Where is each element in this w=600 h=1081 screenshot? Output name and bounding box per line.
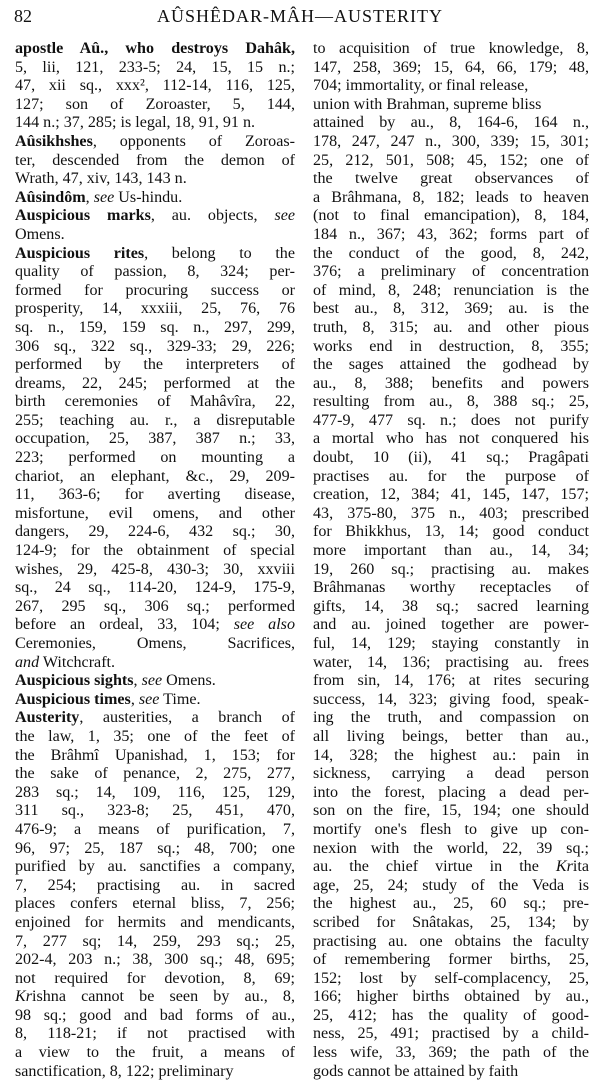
- index-line: [313, 1063, 589, 1081]
- index-line: [15, 933, 295, 952]
- index-line: [313, 970, 589, 989]
- entry-text: 255; teaching au. r., a disreputable: [15, 411, 295, 429]
- index-line: [15, 858, 295, 877]
- entry-text: sq., 24 sq., 114-20, 124-9, 175-9,: [15, 579, 295, 597]
- index-line: [15, 654, 295, 673]
- entry-text: 7, 277 sq; 14, 259, 293 sq.; 25,: [15, 932, 295, 950]
- entry-text: Time.: [159, 690, 201, 708]
- entry-text: the conduct of the good, 8, 242,: [313, 244, 589, 262]
- index-line: [313, 914, 589, 933]
- index-line: [15, 840, 295, 859]
- entry-text: 152; lost by self-complacency, 25,: [313, 969, 589, 987]
- entry-text: (not to final emancipation), 8, 184,: [313, 207, 589, 225]
- index-line: [15, 877, 295, 896]
- entry-text: Omens.: [15, 225, 65, 243]
- index-line: [15, 802, 295, 821]
- index-line: [15, 59, 295, 78]
- entry-text: 306 sq., 322 sq., 329-33; 29, 226;: [15, 337, 295, 355]
- entry-text: sanctification, 8, 122; preliminary: [15, 1062, 234, 1080]
- index-line: [15, 114, 295, 133]
- entry-text: places confers eternal bliss, 7, 256;: [15, 895, 295, 913]
- index-line: [313, 840, 589, 859]
- index-line: [313, 338, 589, 357]
- entry-text: 223; performed on mounting a: [15, 449, 295, 467]
- entry-text: of remembering former births, 25,: [313, 951, 589, 969]
- index-line: [313, 300, 589, 319]
- index-line: [15, 263, 295, 282]
- index-line: [15, 430, 295, 449]
- entry-text: attained by au., 8, 164-6, 164 n.,: [313, 114, 589, 132]
- index-line: [313, 505, 589, 524]
- index-line: [15, 412, 295, 431]
- index-line: [313, 59, 589, 78]
- entry-text: gods cannot be attained by faith: [313, 1062, 519, 1080]
- entry-text: the law, 1, 35; one of the feet of: [15, 727, 295, 745]
- index-line: [15, 1044, 295, 1063]
- index-line: [313, 96, 589, 115]
- entry-text: 14, 328; the highest au.: pain in: [313, 746, 589, 764]
- index-line: [313, 114, 589, 133]
- index-line: [15, 486, 295, 505]
- index-line: [15, 468, 295, 487]
- entry-text: , belong to the: [144, 244, 295, 262]
- index-line: [313, 933, 589, 952]
- index-line: [15, 542, 295, 561]
- index-headword: apostle: [15, 40, 64, 57]
- page-number: 82: [14, 6, 32, 26]
- entry-text: quality of passion, 8, 324; per-: [15, 263, 295, 281]
- entry-text: the twelve great observances of: [313, 170, 589, 188]
- entry-text: son on the fire, 15, 194; one should: [313, 802, 589, 820]
- entry-text: au., 8, 388; benefits and powers: [313, 374, 589, 392]
- entry-text: gifts, 14, 38 sq.; sacred learning: [313, 597, 589, 615]
- entry-text: , au. objects,: [150, 207, 275, 225]
- index-line: [313, 226, 589, 245]
- entry-text: 127; son of Zoroaster, 5, 144,: [15, 95, 295, 113]
- entry-text: of mind, 8, 248; renunciation is the: [313, 281, 589, 299]
- index-line: [313, 988, 589, 1007]
- running-head: AÛSHÊDAR-MÂH—AUSTERITY: [157, 6, 443, 26]
- index-headword: Auspicious sights: [15, 672, 134, 690]
- index-line: [313, 654, 589, 673]
- index-line: [313, 77, 589, 96]
- index-line: [15, 988, 295, 1007]
- entry-text: 311 sq., 323-8; 25, 451, 470,: [15, 802, 295, 820]
- entry-text: a view to the fruit, a means of: [15, 1044, 295, 1062]
- index-headword: Auspicious rites: [15, 244, 145, 262]
- index-line: [15, 207, 295, 226]
- index-line: [313, 207, 589, 226]
- right-column: [313, 40, 589, 1081]
- entry-text: 124-9; for the obtainment of special: [15, 542, 295, 560]
- entry-text: ,: [130, 690, 139, 708]
- index-line: [313, 1044, 589, 1063]
- italic-text: and: [15, 653, 40, 671]
- entry-text: sickness, carrying a dead person: [313, 765, 589, 783]
- entry-text: enjoined for hermits and mendicants,: [15, 913, 295, 931]
- index-line: [313, 728, 589, 747]
- entry-text: 25, 412; has the quality of good-: [313, 1006, 589, 1024]
- index-line: [15, 598, 295, 617]
- index-line: [313, 672, 589, 691]
- entry-text: from sin, 14, 176; at rites securing: [313, 672, 589, 690]
- index-line: [15, 393, 295, 412]
- entry-text: union with Brahman, supreme bliss: [313, 95, 542, 113]
- index-line: [15, 951, 295, 970]
- index-line: [313, 598, 589, 617]
- entry-text: 47, xii sq., xxx², 112-14, 116, 125,: [15, 77, 295, 95]
- entry-text: Aû., who destroys Dahâk,: [63, 40, 295, 57]
- entry-text: 7, 254; practising au. in sacred: [15, 876, 295, 894]
- index-headword: [15, 40, 295, 57]
- entry-text: 96, 97; 25, 187 sq.; 48, 700; one: [15, 839, 295, 857]
- entry-text: performed by the interpreters of: [15, 356, 295, 374]
- index-line: [313, 486, 589, 505]
- entry-text: misfortune, evil omens, and other: [15, 504, 295, 522]
- index-line: [15, 40, 295, 59]
- italic-text: Kr: [555, 858, 573, 876]
- index-line: [313, 152, 589, 171]
- entry-text: 98 sq.; good and bad forms of au.,: [15, 1006, 295, 1024]
- entry-text: 476-9; a means of purification, 7,: [15, 820, 295, 838]
- index-line: [15, 635, 295, 654]
- index-line: [313, 784, 589, 803]
- entry-text: more important than au., 14, 34;: [313, 542, 589, 560]
- index-line: [15, 338, 295, 357]
- entry-text: birth ceremonies of Mahâvîra, 22,: [15, 393, 295, 411]
- entry-text: the sake of penance, 2, 275, 277,: [15, 765, 295, 783]
- entry-text: dangers, 29, 224-6, 432 sq.; 30,: [15, 523, 295, 541]
- entry-text: 376; a preliminary of concentration: [313, 263, 589, 281]
- index-line: [313, 468, 589, 487]
- entry-text: 184 n., 367; 43, 362; forms part of: [313, 225, 589, 243]
- entry-text: ful, 14, 129; staying constantly in: [313, 635, 589, 652]
- index-line: [313, 709, 589, 728]
- entry-text: 267, 295 sq., 306 sq.; performed: [15, 597, 295, 615]
- index-line: [313, 412, 589, 431]
- index-line: [15, 523, 295, 542]
- index-line: [15, 152, 295, 171]
- entry-text: mortify one's flesh to give up con-: [313, 820, 589, 838]
- index-headword: Auspicious marks: [15, 207, 151, 225]
- entry-text: scribed for Snâtakas, 25, 134; by: [313, 913, 589, 931]
- index-line: [313, 765, 589, 784]
- index-line: [15, 784, 295, 803]
- index-line: [313, 802, 589, 821]
- entry-text: nexion with the world, 22, 39 sq.;: [313, 839, 589, 857]
- entry-text: chariot, an elephant, &c., 29, 209-: [15, 467, 295, 485]
- entry-text: , austerities, a branch of: [79, 709, 295, 727]
- index-line: [15, 245, 295, 264]
- index-line: [313, 877, 589, 896]
- index-line: [15, 1025, 295, 1044]
- entry-text: into the forest, placing a dead per-: [313, 783, 589, 801]
- italic-text: see: [93, 188, 115, 206]
- entry-text: 283 sq.; 14, 109, 116, 125, 129,: [15, 783, 295, 801]
- entry-text: ,: [85, 188, 94, 206]
- index-line: [15, 970, 295, 989]
- entry-text: a Brâhmana, 8, 182; leads to heaven: [313, 188, 589, 206]
- index-line: [15, 709, 295, 728]
- entry-text: Witchcraft.: [39, 653, 116, 671]
- entry-text: 25, 212, 501, 508; 45, 152; one of: [313, 151, 589, 169]
- index-line: [15, 1007, 295, 1026]
- entry-text: not required for devotion, 8, 69;: [15, 969, 295, 987]
- index-line: [313, 263, 589, 282]
- index-line: [15, 765, 295, 784]
- entry-text: ,: [133, 672, 142, 690]
- entry-text: ter, descended from the demon of: [15, 151, 295, 169]
- index-line: [15, 691, 295, 710]
- index-line: [15, 505, 295, 524]
- entry-text: purified by au. sanctifies a company,: [15, 858, 295, 876]
- index-line: [313, 170, 589, 189]
- entry-text: age, 25, 24; study of the Veda is: [313, 876, 589, 894]
- index-line: [313, 282, 589, 301]
- entry-text: to acquisition of true knowledge, 8,: [313, 40, 589, 57]
- entry-text: before an ordeal, 33, 104;: [15, 616, 234, 634]
- index-headword: Auspicious times: [15, 690, 131, 708]
- index-line: [15, 77, 295, 96]
- index-line: [313, 189, 589, 208]
- entry-text: 178, 247, 247 n., 300, 339; 15, 301;: [313, 132, 589, 150]
- entry-text: 202-4, 203 n.; 38, 300 sq.; 48, 695;: [15, 951, 295, 969]
- index-line: [313, 747, 589, 766]
- index-line: [15, 282, 295, 301]
- index-line: [15, 449, 295, 468]
- entry-text: Ceremonies, Omens, Sacrifices,: [15, 635, 295, 652]
- index-line: [15, 914, 295, 933]
- italic-text: Kr: [15, 988, 32, 1006]
- index-line: [15, 226, 295, 245]
- entry-text: doubt, 10 (ii), 41 sq.; Pragâpati: [313, 449, 589, 467]
- entry-text: ita: [572, 858, 589, 876]
- entry-text: sq. n., 159, 159 sq. n., 297, 299,: [15, 318, 295, 336]
- index-line: [313, 430, 589, 449]
- index-headword: Aûsindôm: [15, 188, 86, 206]
- entry-text: wishes, 29, 425-8, 430-3; 30, xxviii: [15, 560, 295, 578]
- index-line: [15, 1063, 295, 1081]
- entry-text: Wrath, 47, xiv, 143, 143 n.: [15, 170, 187, 188]
- index-line: [15, 96, 295, 115]
- index-line: [313, 393, 589, 412]
- italic-text: see: [274, 207, 295, 225]
- entry-text: Brâhmanas worthy receptacles of: [313, 579, 589, 597]
- left-column: [15, 40, 295, 1081]
- index-line: [313, 635, 589, 654]
- entry-text: less wife, 33, 369; the path of the: [313, 1044, 589, 1062]
- index-line: [313, 40, 589, 59]
- entry-text: the Brâhmî Upanishad, 1, 153; for: [15, 746, 295, 764]
- entry-text: best au., 8, 312, 369; au. is the: [313, 300, 589, 318]
- index-line: [313, 858, 589, 877]
- entry-text: a mortal who has not conquered his: [313, 430, 589, 448]
- entry-text: resulting from au., 8, 388 sq.; 25,: [313, 393, 589, 411]
- index-line: [15, 300, 295, 319]
- index-line: [15, 133, 295, 152]
- entry-text: 144 n.; 37, 285; is legal, 18, 91, 91 n.: [15, 114, 256, 132]
- index-line: [15, 189, 295, 208]
- entry-text: , opponents of Zoroas-: [92, 132, 295, 150]
- index-line: [313, 1025, 589, 1044]
- index-line: [15, 728, 295, 747]
- index-line: [313, 1007, 589, 1026]
- index-line: [313, 133, 589, 152]
- entry-text: 477-9, 477 sq. n.; does not purify: [313, 411, 589, 429]
- entry-text: 5, lii, 121, 233-5; 24, 15, 15 n.;: [15, 58, 295, 76]
- entry-text: ing the truth, and compassion on: [313, 709, 589, 727]
- entry-text: creation, 12, 384; 41, 145, 147, 157;: [313, 486, 589, 504]
- index-line: [313, 895, 589, 914]
- entry-text: success, 14, 323; giving food, speak-: [313, 690, 589, 708]
- index-line: [15, 561, 295, 580]
- italic-text: see: [138, 690, 160, 708]
- entry-text: 19, 260 sq.; practising au. makes: [313, 560, 589, 578]
- entry-text: 43, 375-80, 375 n., 403; prescribed: [313, 504, 589, 522]
- entry-text: ishna cannot be seen by au., 8,: [32, 988, 295, 1006]
- entry-text: all living beings, better than au.,: [313, 727, 589, 745]
- index-line: [313, 579, 589, 598]
- index-line: [15, 821, 295, 840]
- entry-text: for Bhikkhus, 13, 14; good conduct: [313, 523, 589, 541]
- index-line: [313, 375, 589, 394]
- entry-text: dreams, 22, 245; performed at the: [15, 374, 295, 392]
- entry-text: Omens.: [162, 672, 216, 690]
- index-line: [313, 319, 589, 338]
- index-line: [313, 951, 589, 970]
- entry-text: au. the chief virtue in the: [313, 858, 556, 876]
- index-line: [15, 672, 295, 691]
- index-line: [313, 691, 589, 710]
- entry-text: practises au. for the purpose of: [313, 467, 589, 485]
- index-line: [15, 579, 295, 598]
- entry-text: the sages attained the godhead by: [313, 356, 589, 374]
- page-header: [14, 4, 586, 30]
- entry-text: prosperity, 14, xxxiii, 25, 76, 76: [15, 300, 295, 318]
- entry-text: 166; higher births obtained by au.,: [313, 988, 589, 1006]
- entry-text: practising au. one obtains the faculty: [313, 932, 589, 950]
- italic-text: see also: [233, 616, 295, 634]
- index-line: [15, 170, 295, 189]
- entry-text: truth, 8, 315; au. and other pious: [313, 318, 589, 336]
- entry-text: formed for procuring success or: [15, 281, 295, 299]
- index-line: [15, 356, 295, 375]
- index-line: [313, 561, 589, 580]
- entry-text: Us-hindu.: [114, 188, 183, 206]
- italic-text: see: [141, 672, 163, 690]
- entry-text: water, 14, 136; practising au. frees: [313, 653, 589, 671]
- index-line: [15, 319, 295, 338]
- index-line: [15, 375, 295, 394]
- index-headword: Aûsikhshes: [15, 132, 93, 150]
- index-line: [313, 616, 589, 635]
- index-headword: Austerity: [15, 709, 80, 727]
- entry-text: works end in destruction, 8, 355;: [313, 337, 589, 355]
- index-line: [313, 523, 589, 542]
- entry-text: occupation, 25, 387, 387 n.; 33,: [15, 430, 295, 448]
- entry-text: 8, 118-21; if not practised with: [15, 1025, 295, 1043]
- index-line: [313, 356, 589, 375]
- index-line: [313, 821, 589, 840]
- index-line: [15, 616, 295, 635]
- entry-text: and au. joined together are power-: [313, 616, 589, 634]
- index-line: [15, 747, 295, 766]
- index-line: [15, 895, 295, 914]
- index-line: [313, 449, 589, 468]
- entry-text: the highest au., 25, 60 sq.; pre-: [313, 895, 589, 913]
- index-line: [313, 245, 589, 264]
- entry-text: ness, 25, 491; practised by a child-: [313, 1025, 589, 1043]
- entry-text: 147, 258, 369; 15, 64, 66, 179; 48,: [313, 58, 589, 76]
- entry-text: 11, 363-6; for averting disease,: [15, 486, 295, 504]
- index-line: [313, 542, 589, 561]
- entry-text: 704; immortality, or final release,: [313, 77, 529, 95]
